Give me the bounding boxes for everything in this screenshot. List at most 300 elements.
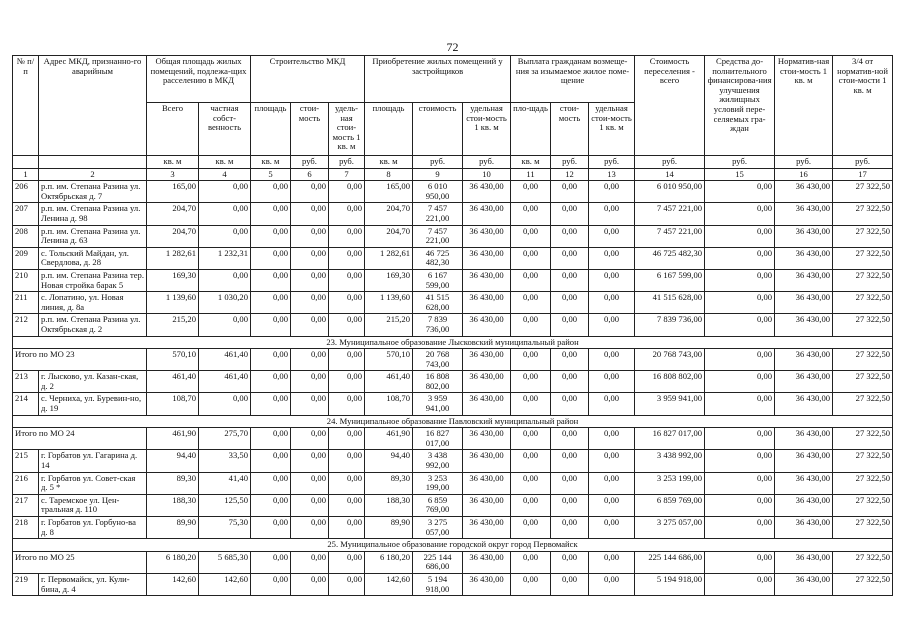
value-cell-c9: 20 768 743,00 [413, 349, 463, 371]
value-cell-c6: 0,00 [291, 292, 329, 314]
value-cell-c5: 0,00 [251, 314, 291, 336]
unit-cell: руб. [413, 156, 463, 169]
value-cell-c3: 165,00 [147, 181, 199, 203]
section-row [13, 336, 893, 349]
value-cell-c7: 0,00 [329, 203, 365, 225]
address-cell: с. Таремское ул. Цен-тральная д. 110 [39, 494, 147, 516]
value-cell-c3: 1 139,60 [147, 292, 199, 314]
value-cell-c7: 0,00 [329, 181, 365, 203]
value-cell-c9: 3 438 992,00 [413, 450, 463, 472]
value-cell-c4: 142,60 [199, 573, 251, 595]
row-number: 208 [13, 225, 39, 247]
value-cell-c3: 142,60 [147, 573, 199, 595]
value-cell-c8: 6 180,20 [365, 551, 413, 573]
value-cell-c4: 1 030,20 [199, 292, 251, 314]
value-cell-c10: 36 430,00 [463, 393, 511, 415]
table-row [13, 269, 893, 291]
value-cell-c8: 570,10 [365, 349, 413, 371]
value-cell-c14: 6 010 950,00 [635, 181, 705, 203]
column-number: 13 [589, 168, 635, 181]
page-number: 72 [446, 40, 459, 54]
column-number: 9 [413, 168, 463, 181]
value-cell-c15: 0,00 [705, 573, 775, 595]
subheader-acq-cost: стоимость [413, 103, 463, 156]
value-cell-c11: 0,00 [511, 225, 551, 247]
value-cell-c13: 0,00 [589, 314, 635, 336]
table-row [13, 393, 893, 415]
value-cell-c13: 0,00 [589, 269, 635, 291]
subheader-total: Всего [147, 103, 199, 156]
value-cell-c14: 3 253 199,00 [635, 472, 705, 494]
table-row [13, 472, 893, 494]
value-cell-c7: 0,00 [329, 428, 365, 450]
header-additional-funds: Средства до-полнительного финансирова-ния улучшения жилищных условий пере-селяемых гра-ждан [705, 56, 775, 156]
value-cell-c10: 36 430,00 [463, 349, 511, 371]
value-cell-c13: 0,00 [589, 371, 635, 393]
address-cell: р.п. им. Степана Разина ул. Октябрьская д. 7 [39, 181, 147, 203]
value-cell-c11: 0,00 [511, 181, 551, 203]
value-cell-c14: 16 808 802,00 [635, 371, 705, 393]
value-cell-c11: 0,00 [511, 349, 551, 371]
value-cell-c10: 36 430,00 [463, 269, 511, 291]
value-cell-c15: 0,00 [705, 269, 775, 291]
value-cell-c8: 461,40 [365, 371, 413, 393]
value-cell-c4: 1 232,31 [199, 247, 251, 269]
value-cell-c17: 27 322,50 [833, 247, 893, 269]
value-cell-c12: 0,00 [551, 517, 589, 539]
column-number: 4 [199, 168, 251, 181]
value-cell-c5: 0,00 [251, 247, 291, 269]
value-cell-c7: 0,00 [329, 314, 365, 336]
value-cell-c3: 89,90 [147, 517, 199, 539]
value-cell-c16: 36 430,00 [775, 450, 833, 472]
unit-cell: руб. [833, 156, 893, 169]
value-cell-c16: 36 430,00 [775, 203, 833, 225]
value-cell-c3: 461,40 [147, 371, 199, 393]
value-cell-c12: 0,00 [551, 428, 589, 450]
value-cell-c6: 0,00 [291, 517, 329, 539]
value-cell-c17: 27 322,50 [833, 472, 893, 494]
address-cell: р.п. им. Степана Разина ул. Ленина д. 63 [39, 225, 147, 247]
column-number: 16 [775, 168, 833, 181]
value-cell-c6: 0,00 [291, 225, 329, 247]
value-cell-c16: 36 430,00 [775, 314, 833, 336]
value-cell-c15: 0,00 [705, 371, 775, 393]
value-cell-c12: 0,00 [551, 269, 589, 291]
subheader-acq-area: площадь [365, 103, 413, 156]
table-row [13, 314, 893, 336]
value-cell-c10: 36 430,00 [463, 225, 511, 247]
value-cell-c10: 36 430,00 [463, 292, 511, 314]
value-cell-c11: 0,00 [511, 573, 551, 595]
value-cell-c3: 169,30 [147, 269, 199, 291]
value-cell-c6: 0,00 [291, 371, 329, 393]
value-cell-c13: 0,00 [589, 349, 635, 371]
unit-cell: кв. м [511, 156, 551, 169]
column-number: 3 [147, 168, 199, 181]
value-cell-c4: 0,00 [199, 314, 251, 336]
value-cell-c12: 0,00 [551, 551, 589, 573]
table-row [13, 450, 893, 472]
value-cell-c6: 0,00 [291, 247, 329, 269]
value-cell-c17: 27 322,50 [833, 225, 893, 247]
total-label: Итого по МО 24 [13, 428, 147, 450]
value-cell-c9: 3 253 199,00 [413, 472, 463, 494]
table-row [13, 494, 893, 516]
value-cell-c6: 0,00 [291, 494, 329, 516]
value-cell-c3: 6 180,20 [147, 551, 199, 573]
value-cell-c7: 0,00 [329, 450, 365, 472]
value-cell-c14: 6 167 599,00 [635, 269, 705, 291]
value-cell-c5: 0,00 [251, 517, 291, 539]
column-number: 12 [551, 168, 589, 181]
value-cell-c8: 1 139,60 [365, 292, 413, 314]
value-cell-c14: 20 768 743,00 [635, 349, 705, 371]
value-cell-c8: 165,00 [365, 181, 413, 203]
row-number: 218 [13, 517, 39, 539]
value-cell-c4: 461,40 [199, 371, 251, 393]
value-cell-c9: 3 959 941,00 [413, 393, 463, 415]
value-cell-c7: 0,00 [329, 225, 365, 247]
value-cell-c13: 0,00 [589, 203, 635, 225]
row-number: 217 [13, 494, 39, 516]
value-cell-c12: 0,00 [551, 181, 589, 203]
column-number: 1 [13, 168, 39, 181]
unit-cell: руб. [705, 156, 775, 169]
value-cell-c7: 0,00 [329, 349, 365, 371]
value-cell-c13: 0,00 [589, 551, 635, 573]
value-cell-c11: 0,00 [511, 428, 551, 450]
value-cell-c13: 0,00 [589, 517, 635, 539]
column-number: 11 [511, 168, 551, 181]
value-cell-c17: 27 322,50 [833, 181, 893, 203]
value-cell-c8: 169,30 [365, 269, 413, 291]
value-cell-c8: 204,70 [365, 225, 413, 247]
value-cell-c5: 0,00 [251, 494, 291, 516]
value-cell-c13: 0,00 [589, 573, 635, 595]
subheader-acq-unit-cost: удельная стои-мость 1 кв. м [463, 103, 511, 156]
value-cell-c4: 0,00 [199, 203, 251, 225]
value-cell-c13: 0,00 [589, 393, 635, 415]
value-cell-c11: 0,00 [511, 494, 551, 516]
unit-cell: руб. [551, 156, 589, 169]
value-cell-c5: 0,00 [251, 269, 291, 291]
value-cell-c16: 36 430,00 [775, 393, 833, 415]
table-row [13, 203, 893, 225]
value-cell-c15: 0,00 [705, 349, 775, 371]
value-cell-c14: 5 194 918,00 [635, 573, 705, 595]
unit-cell: кв. м [365, 156, 413, 169]
column-number: 5 [251, 168, 291, 181]
value-cell-c12: 0,00 [551, 247, 589, 269]
address-cell: р.п. им. Степана Разина ул. Октябрьская д. 2 [39, 314, 147, 336]
value-cell-c12: 0,00 [551, 371, 589, 393]
value-cell-c9: 41 515 628,00 [413, 292, 463, 314]
row-number: 219 [13, 573, 39, 595]
value-cell-c13: 0,00 [589, 292, 635, 314]
value-cell-c9: 6 859 769,00 [413, 494, 463, 516]
value-cell-c4: 461,40 [199, 349, 251, 371]
value-cell-c17: 27 322,50 [833, 450, 893, 472]
row-number: 211 [13, 292, 39, 314]
value-cell-c11: 0,00 [511, 292, 551, 314]
value-cell-c15: 0,00 [705, 393, 775, 415]
value-cell-c3: 215,20 [147, 314, 199, 336]
address-cell: р.п. им. Степана Разина ул. Ленина д. 98 [39, 203, 147, 225]
value-cell-c14: 225 144 686,00 [635, 551, 705, 573]
unit-cell: руб. [775, 156, 833, 169]
value-cell-c14: 3 438 992,00 [635, 450, 705, 472]
value-cell-c17: 27 322,50 [833, 371, 893, 393]
column-number: 6 [291, 168, 329, 181]
value-cell-c10: 36 430,00 [463, 314, 511, 336]
value-cell-c15: 0,00 [705, 247, 775, 269]
value-cell-c5: 0,00 [251, 203, 291, 225]
value-cell-c13: 0,00 [589, 450, 635, 472]
value-cell-c14: 3 959 941,00 [635, 393, 705, 415]
value-cell-c12: 0,00 [551, 292, 589, 314]
value-cell-c5: 0,00 [251, 450, 291, 472]
value-cell-c14: 3 275 057,00 [635, 517, 705, 539]
total-label: Итого по МО 25 [13, 551, 147, 573]
value-cell-c9: 46 725 482,30 [413, 247, 463, 269]
value-cell-c4: 0,00 [199, 269, 251, 291]
value-cell-c8: 94,40 [365, 450, 413, 472]
value-cell-c10: 36 430,00 [463, 371, 511, 393]
value-cell-c14: 46 725 482,30 [635, 247, 705, 269]
value-cell-c7: 0,00 [329, 472, 365, 494]
value-cell-c8: 142,60 [365, 573, 413, 595]
value-cell-c6: 0,00 [291, 314, 329, 336]
value-cell-c15: 0,00 [705, 314, 775, 336]
value-cell-c11: 0,00 [511, 517, 551, 539]
value-cell-c17: 27 322,50 [833, 292, 893, 314]
value-cell-c9: 16 827 017,00 [413, 428, 463, 450]
header-three-quarters: 3/4 от норматив-ной стои-мости 1 кв. м [833, 56, 893, 156]
section-title: 23. Муниципальное образование Лысковский муниципальный район [13, 336, 893, 349]
value-cell-c3: 89,30 [147, 472, 199, 494]
unit-cell: кв. м [147, 156, 199, 169]
unit-cell: руб. [635, 156, 705, 169]
value-cell-c6: 0,00 [291, 573, 329, 595]
table-body [13, 168, 893, 596]
value-cell-c10: 36 430,00 [463, 551, 511, 573]
header-acquisition: Приобретение жилых помещений у застройщиков [365, 56, 511, 103]
value-cell-c3: 461,90 [147, 428, 199, 450]
subheader-area: площадь [251, 103, 291, 156]
value-cell-c11: 0,00 [511, 551, 551, 573]
header-cost-total: Стоимость переселения - всего [635, 56, 705, 156]
value-cell-c17: 27 322,50 [833, 428, 893, 450]
value-cell-c6: 0,00 [291, 349, 329, 371]
value-cell-c16: 36 430,00 [775, 292, 833, 314]
value-cell-c16: 36 430,00 [775, 349, 833, 371]
value-cell-c12: 0,00 [551, 203, 589, 225]
value-cell-c5: 0,00 [251, 573, 291, 595]
value-cell-c6: 0,00 [291, 393, 329, 415]
value-cell-c3: 188,30 [147, 494, 199, 516]
value-cell-c11: 0,00 [511, 450, 551, 472]
column-number: 8 [365, 168, 413, 181]
value-cell-c5: 0,00 [251, 292, 291, 314]
value-cell-c7: 0,00 [329, 247, 365, 269]
value-cell-c10: 36 430,00 [463, 203, 511, 225]
value-cell-c4: 75,30 [199, 517, 251, 539]
row-number: 212 [13, 314, 39, 336]
value-cell-c4: 125,50 [199, 494, 251, 516]
value-cell-c15: 0,00 [705, 450, 775, 472]
address-cell: с. Лопатино, ул. Новая линия, д. 8а [39, 292, 147, 314]
value-cell-c17: 27 322,50 [833, 494, 893, 516]
value-cell-c11: 0,00 [511, 371, 551, 393]
value-cell-c7: 0,00 [329, 494, 365, 516]
value-cell-c6: 0,00 [291, 551, 329, 573]
value-cell-c5: 0,00 [251, 393, 291, 415]
value-cell-c12: 0,00 [551, 349, 589, 371]
value-cell-c15: 0,00 [705, 181, 775, 203]
value-cell-c12: 0,00 [551, 314, 589, 336]
value-cell-c12: 0,00 [551, 494, 589, 516]
table-row [13, 573, 893, 595]
value-cell-c3: 204,70 [147, 225, 199, 247]
value-cell-c17: 27 322,50 [833, 393, 893, 415]
unit-cell: руб. [291, 156, 329, 169]
value-cell-c5: 0,00 [251, 472, 291, 494]
value-cell-c9: 6 010 950,00 [413, 181, 463, 203]
value-cell-c8: 89,90 [365, 517, 413, 539]
row-number: 209 [13, 247, 39, 269]
value-cell-c4: 33,50 [199, 450, 251, 472]
row-number: 213 [13, 371, 39, 393]
value-cell-c7: 0,00 [329, 292, 365, 314]
header-total-area: Общая площадь жилых помещений, подлежа-щих расселению в МКД [147, 56, 251, 103]
value-cell-c16: 36 430,00 [775, 247, 833, 269]
value-cell-c17: 27 322,50 [833, 573, 893, 595]
value-cell-c10: 36 430,00 [463, 494, 511, 516]
row-number: 207 [13, 203, 39, 225]
value-cell-c15: 0,00 [705, 517, 775, 539]
value-cell-c10: 36 430,00 [463, 247, 511, 269]
unit-cell: кв. м [251, 156, 291, 169]
subheader-unit-cost: удель-ная стои-мость 1 кв. м [329, 103, 365, 156]
value-cell-c15: 0,00 [705, 494, 775, 516]
value-cell-c4: 0,00 [199, 225, 251, 247]
unit-cell: руб. [329, 156, 365, 169]
header-normative-cost: Норматив-ная стои-мость 1 кв. м [775, 56, 833, 156]
value-cell-c9: 7 839 736,00 [413, 314, 463, 336]
value-cell-c5: 0,00 [251, 225, 291, 247]
value-cell-c13: 0,00 [589, 472, 635, 494]
total-row [13, 349, 893, 371]
value-cell-c13: 0,00 [589, 428, 635, 450]
value-cell-c10: 36 430,00 [463, 181, 511, 203]
row-number: 214 [13, 393, 39, 415]
value-cell-c17: 27 322,50 [833, 551, 893, 573]
value-cell-c5: 0,00 [251, 181, 291, 203]
value-cell-c11: 0,00 [511, 314, 551, 336]
address-cell: с. Тольский Майдан, ул. Свердлова, д. 28 [39, 247, 147, 269]
value-cell-c3: 94,40 [147, 450, 199, 472]
table-row [13, 247, 893, 269]
value-cell-c6: 0,00 [291, 269, 329, 291]
value-cell-c6: 0,00 [291, 203, 329, 225]
section-row [13, 415, 893, 428]
address-cell: р.п. им. Степана Разина тер. Новая стройка барак 5 [39, 269, 147, 291]
header-address: Адрес МКД, признанно-го аварийным [39, 56, 147, 156]
value-cell-c3: 570,10 [147, 349, 199, 371]
value-cell-c3: 204,70 [147, 203, 199, 225]
value-cell-c13: 0,00 [589, 181, 635, 203]
row-number: 210 [13, 269, 39, 291]
value-cell-c12: 0,00 [551, 450, 589, 472]
header-compensation: Выплата гражданам возмеще-ния за изымаемое жилое поме-щение [511, 56, 635, 103]
table-row [13, 292, 893, 314]
value-cell-c11: 0,00 [511, 393, 551, 415]
value-cell-c17: 27 322,50 [833, 314, 893, 336]
value-cell-c12: 0,00 [551, 472, 589, 494]
column-number: 15 [705, 168, 775, 181]
value-cell-c8: 215,20 [365, 314, 413, 336]
value-cell-c8: 461,90 [365, 428, 413, 450]
value-cell-c7: 0,00 [329, 393, 365, 415]
value-cell-c9: 225 144 686,00 [413, 551, 463, 573]
value-cell-c15: 0,00 [705, 428, 775, 450]
value-cell-c16: 36 430,00 [775, 494, 833, 516]
table-row [13, 517, 893, 539]
value-cell-c5: 0,00 [251, 371, 291, 393]
value-cell-c14: 16 827 017,00 [635, 428, 705, 450]
value-cell-c9: 5 194 918,00 [413, 573, 463, 595]
value-cell-c17: 27 322,50 [833, 269, 893, 291]
header-no: № п/п [13, 56, 39, 156]
column-number-row [13, 168, 893, 181]
value-cell-c8: 1 282,61 [365, 247, 413, 269]
value-cell-c15: 0,00 [705, 225, 775, 247]
value-cell-c9: 7 457 221,00 [413, 203, 463, 225]
value-cell-c12: 0,00 [551, 393, 589, 415]
value-cell-c17: 27 322,50 [833, 349, 893, 371]
value-cell-c9: 3 275 057,00 [413, 517, 463, 539]
units-row [13, 156, 893, 169]
value-cell-c8: 188,30 [365, 494, 413, 516]
value-cell-c4: 5 685,30 [199, 551, 251, 573]
value-cell-c16: 36 430,00 [775, 181, 833, 203]
row-number: 206 [13, 181, 39, 203]
subheader-comp-unit-cost: удельная стои-мость 1 кв. м [589, 103, 635, 156]
value-cell-c5: 0,00 [251, 551, 291, 573]
resettlement-table [12, 55, 893, 596]
column-number: 10 [463, 168, 511, 181]
value-cell-c7: 0,00 [329, 551, 365, 573]
unit-cell: кв. м [199, 156, 251, 169]
value-cell-c17: 27 322,50 [833, 203, 893, 225]
value-cell-c10: 36 430,00 [463, 573, 511, 595]
row-number: 215 [13, 450, 39, 472]
value-cell-c13: 0,00 [589, 225, 635, 247]
value-cell-c8: 89,30 [365, 472, 413, 494]
total-row [13, 428, 893, 450]
subheader-cost: стои-мость [291, 103, 329, 156]
value-cell-c13: 0,00 [589, 247, 635, 269]
table-row [13, 371, 893, 393]
unit-cell: руб. [589, 156, 635, 169]
value-cell-c11: 0,00 [511, 203, 551, 225]
row-number: 216 [13, 472, 39, 494]
value-cell-c10: 36 430,00 [463, 450, 511, 472]
subheader-private: частная собст-венность [199, 103, 251, 156]
value-cell-c13: 0,00 [589, 494, 635, 516]
address-cell: г. Горбатов ул. Совет-ская д. 5 * [39, 472, 147, 494]
